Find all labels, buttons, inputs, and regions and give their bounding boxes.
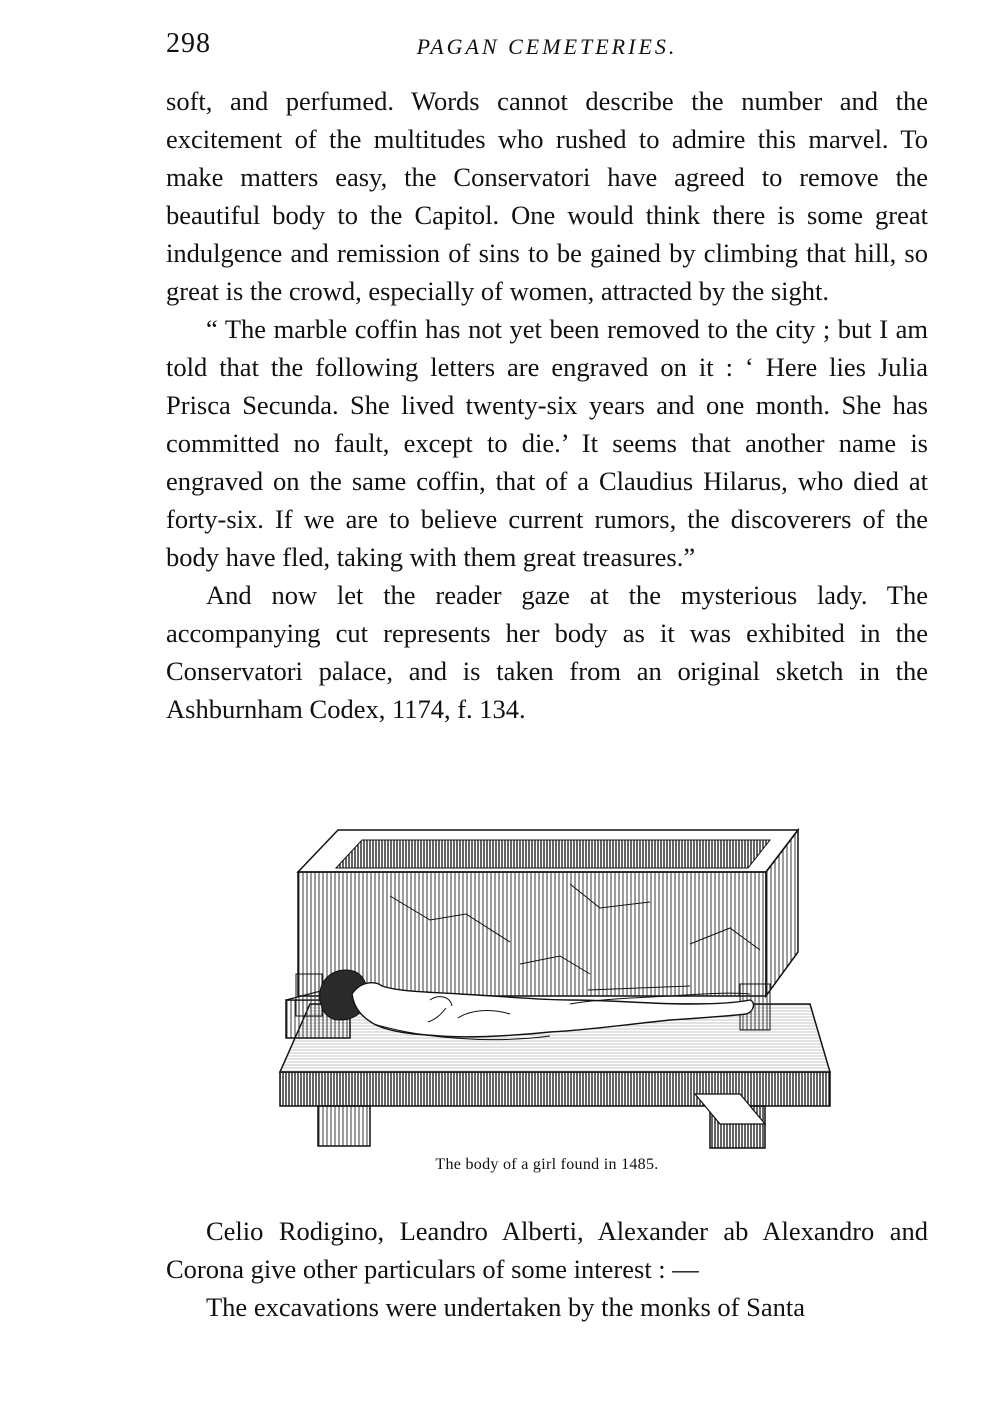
paragraph: The excavations were undertaken by the monks of Santa xyxy=(206,1292,805,1322)
paragraph: Celio Rodigino, Leandro Alberti, Alexander ab Alexandro and Corona give other particulars of some interest : — xyxy=(166,1216,928,1284)
paragraph: And now let the reader gaze at the mysterious lady. The accompanying cut represents her body as it was exhibited in the Conservatori palace, and is taken from an original sketch in the Ashburnham Codex, 1174, f. 134. xyxy=(166,580,928,724)
page-number: 298 xyxy=(166,28,211,59)
page-header xyxy=(166,28,928,62)
sarcophagus-engraving xyxy=(270,824,840,1154)
paragraph: soft, and perfumed. Words cannot describe the number and the excitement of the multitudes who rushed to admire this marvel. To make matters easy, the Conservatori have agreed to remove the beautiful body to the Capitol. One would think there is some great indulgence and remission of sins to be gained by climbing that hill, so great is the crowd, especially of women, attracted by the sight. xyxy=(166,86,928,306)
figure-caption: The body of a girl found in 1485. xyxy=(435,1156,659,1173)
body-text-top xyxy=(166,82,928,728)
figure-illustration xyxy=(270,824,840,1154)
paragraph: “ The marble coffin has not yet been removed to the city ; but I am told that the following letters are engraved on it : ‘ Here lies Julia Prisca Secunda. She lived twenty-six years and one month. She has committed no fault, except to die.’ It seems that another name is engraved on the same coffin, that of a Claudius Hilarus, who died at forty-six. If we are to believe current rumors, the discoverers of the body have fled, taking with them great treasures.” xyxy=(166,314,928,572)
running-title: PAGAN CEMETERIES. xyxy=(416,34,678,59)
body-text-bottom xyxy=(166,1212,928,1326)
